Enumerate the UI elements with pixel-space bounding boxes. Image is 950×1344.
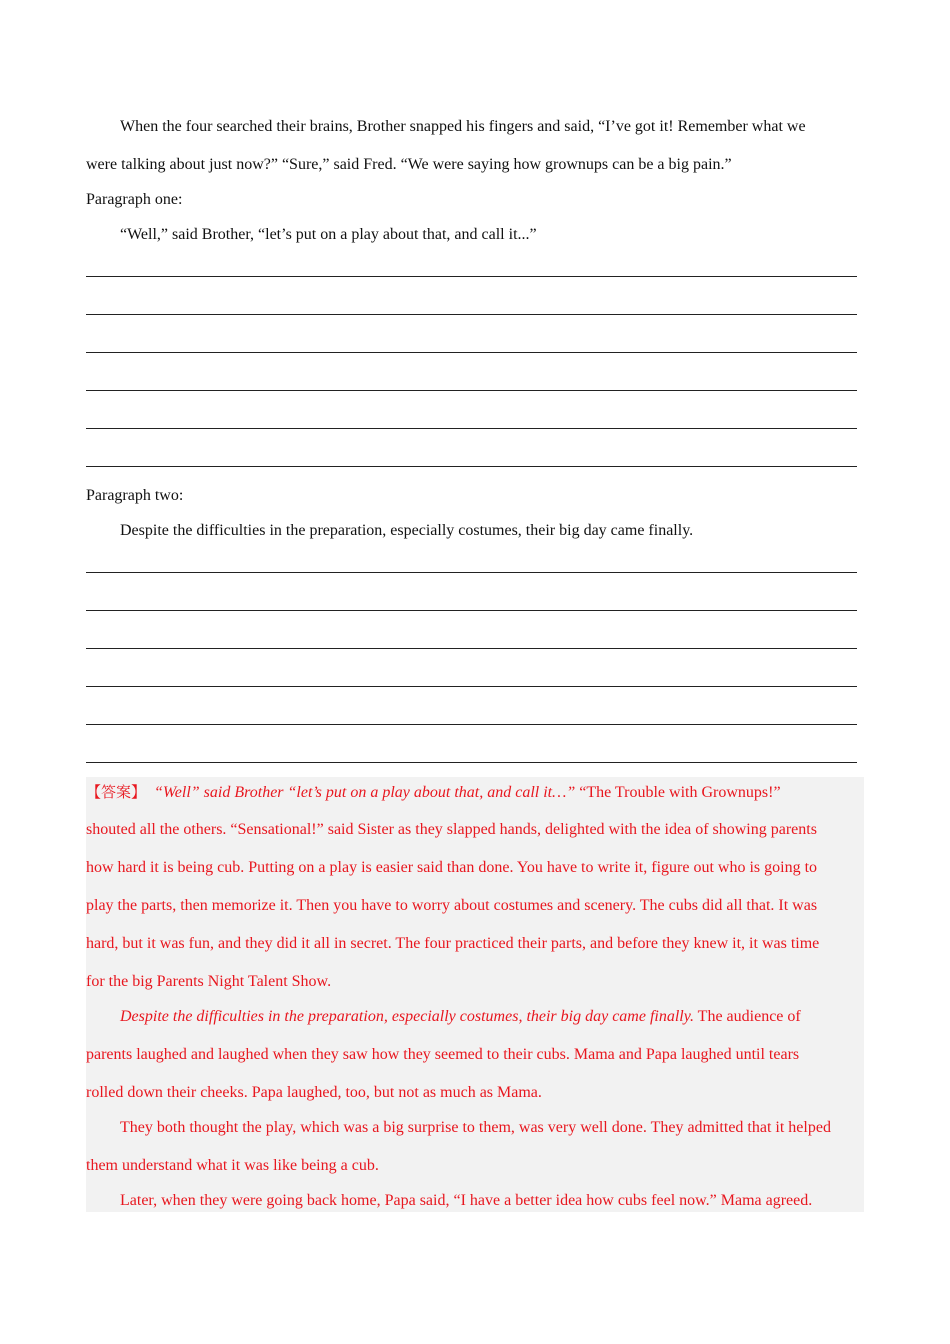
answer-tag: 【答案】 <box>86 783 147 801</box>
answer-section <box>86 777 864 1212</box>
paragraph-two-prompt: Despite the difficulties in the preparation, especially costumes, their big day came finally. <box>120 522 694 539</box>
writing-line[interactable] <box>86 352 857 353</box>
answer-line <box>86 782 781 803</box>
paragraph-two-label: Paragraph two: <box>86 487 184 504</box>
paragraph-one-prompt: “Well,” said Brother, “let’s put on a play about that, and call it...” <box>120 226 537 243</box>
answer-line: for the big Parents Night Talent Show. <box>86 973 332 990</box>
answer-line <box>86 1007 801 1027</box>
writing-line[interactable] <box>86 314 857 315</box>
paragraph-one-label: Paragraph one: <box>86 191 183 208</box>
intro-line-1: When the four searched their brains, Brother snapped his fingers and said, “I’ve got it! Remember what we <box>120 118 806 135</box>
answer-italic-opening: Despite the difficulties in the preparation, especially costumes, their big day came finally. <box>120 1008 694 1025</box>
writing-line[interactable] <box>86 648 857 649</box>
answer-line: shouted all the others. “Sensational!” said Sister as they slapped hands, delighted with the idea of showing parents <box>86 821 817 838</box>
writing-line[interactable] <box>86 572 857 573</box>
answer-line: Later, when they were going back home, Papa said, “I have a better idea how cubs feel now.” Mama agreed. <box>120 1192 813 1209</box>
answer-line: They both thought the play, which was a big surprise to them, was very well done. They admitted that it helped <box>120 1119 831 1136</box>
answer-line: parents laughed and laughed when they saw how they seemed to their cubs. Mama and Papa laughed until tears <box>86 1046 800 1063</box>
answer-line: how hard it is being cub. Putting on a play is easier said than done. You have to write it, figure out who is going to <box>86 859 818 876</box>
answer-text: The audience of <box>693 1008 801 1025</box>
answer-line: hard, but it was fun, and they did it all in secret. The four practiced their parts, and before they knew it, it was time <box>86 935 820 952</box>
answer-line: rolled down their cheeks. Papa laughed, too, but not as much as Mama. <box>86 1084 542 1101</box>
answer-text: “The Trouble with Grownups!” <box>575 784 781 801</box>
writing-line[interactable] <box>86 276 857 277</box>
intro-line-2: were talking about just now?” “Sure,” said Fred. “We were saying how grownups can be a big pain.” <box>86 156 732 173</box>
answer-line: play the parts, then memorize it. Then you have to worry about costumes and scenery. The cubs did all that. It was <box>86 897 818 914</box>
writing-line[interactable] <box>86 686 857 687</box>
writing-line[interactable] <box>86 610 857 611</box>
writing-line[interactable] <box>86 466 857 467</box>
answer-line: them understand what it was like being a cub. <box>86 1157 379 1174</box>
answer-italic-opening: “Well” said Brother “let’s put on a play about that, and call it…” <box>154 784 576 801</box>
writing-line[interactable] <box>86 724 857 725</box>
writing-line[interactable] <box>86 390 857 391</box>
writing-line[interactable] <box>86 762 857 763</box>
writing-line[interactable] <box>86 428 857 429</box>
